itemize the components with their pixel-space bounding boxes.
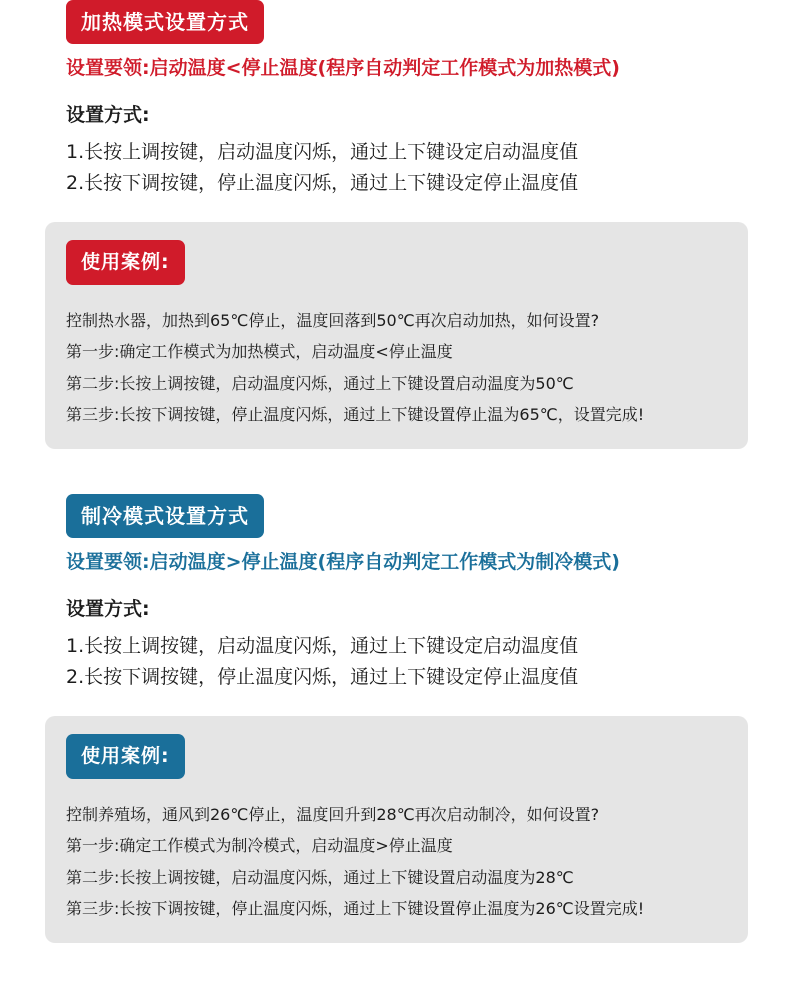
cooling-method-step-1: 1.长按上调按键，启动温度闪烁，通过上下键设定启动温度值 bbox=[66, 635, 579, 657]
heating-case-title-badge: 使用案例: bbox=[66, 240, 185, 285]
heating-case-box bbox=[45, 222, 748, 449]
cooling-case-step-1: 第一步:确定工作模式为制冷模式，启动温度>停止温度 bbox=[66, 836, 453, 855]
cooling-case-step-2: 第二步:长按上调按键，启动温度闪烁，通过上下键设置启动温度为28℃ bbox=[66, 868, 574, 887]
heating-method-step-2: 2.长按下调按键，停止温度闪烁，通过上下键设定停止温度值 bbox=[66, 172, 579, 194]
heating-case-step-1: 第一步:确定工作模式为加热模式，启动温度<停止温度 bbox=[66, 342, 453, 361]
heating-case-step-3: 第三步:长按下调按键，停止温度闪烁，通过上下键设置停止温为65℃，设置完成! bbox=[66, 405, 645, 424]
cooling-case-step-3: 第三步:长按下调按键，停止温度闪烁，通过上下键设置停止温度为26℃设置完成! bbox=[66, 899, 645, 918]
heating-key-point: 设置要领:启动温度<停止温度(程序自动判定工作模式为加热模式) bbox=[66, 57, 620, 79]
cooling-key-point: 设置要领:启动温度>停止温度(程序自动判定工作模式为制冷模式) bbox=[66, 551, 620, 573]
heating-case-question: 控制热水器，加热到65℃停止，温度回落到50℃再次启动加热，如何设置? bbox=[66, 311, 600, 330]
heating-mode-title-badge: 加热模式设置方式 bbox=[66, 0, 264, 44]
cooling-case-question: 控制养殖场，通风到26℃停止，温度回升到28℃再次启动制冷，如何设置? bbox=[66, 805, 600, 824]
cooling-method-step-2: 2.长按下调按键，停止温度闪烁，通过上下键设定停止温度值 bbox=[66, 666, 579, 688]
cooling-method-title: 设置方式: bbox=[66, 598, 150, 620]
cooling-case-box bbox=[45, 716, 748, 943]
heating-method-title: 设置方式: bbox=[66, 104, 150, 126]
cooling-mode-title-badge: 制冷模式设置方式 bbox=[66, 494, 264, 538]
heating-method-step-1: 1.长按上调按键，启动温度闪烁，通过上下键设定启动温度值 bbox=[66, 141, 579, 163]
cooling-case-title-badge: 使用案例: bbox=[66, 734, 185, 779]
heating-case-step-2: 第二步:长按上调按键，启动温度闪烁，通过上下键设置启动温度为50℃ bbox=[66, 374, 574, 393]
